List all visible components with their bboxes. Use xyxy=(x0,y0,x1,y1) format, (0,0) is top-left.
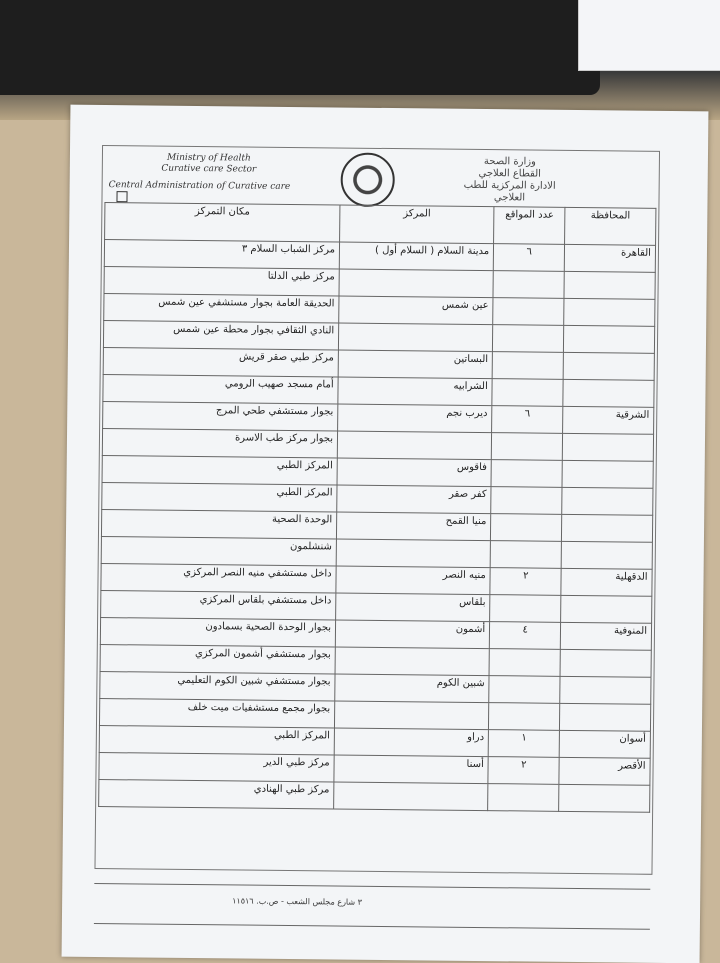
cell-count xyxy=(488,784,559,812)
cell-location: داخل مستشفي بلقاس المركزي xyxy=(101,591,336,620)
cell-center xyxy=(336,539,490,568)
cell-count xyxy=(490,595,561,623)
cell-count: ٤ xyxy=(490,622,561,650)
cell-location: مركز طبي الدلتا xyxy=(104,267,339,296)
table-row xyxy=(99,780,650,813)
cell-count xyxy=(491,487,562,515)
cell-center: مدينة السلام ( السلام أول ) xyxy=(339,242,493,271)
header-en-line3: Central Administration of Curative care xyxy=(108,180,291,192)
cell-center: الشرابيه xyxy=(338,377,492,406)
cell-center: عين شمس xyxy=(339,296,493,325)
cell-center xyxy=(337,431,491,460)
document-frame xyxy=(94,145,660,875)
cell-center xyxy=(334,782,488,811)
cell-governorate xyxy=(561,541,652,569)
cell-governorate: الشرقية xyxy=(563,406,654,434)
cell-center: أسنا xyxy=(334,755,488,784)
keyboard xyxy=(0,0,600,95)
cell-count xyxy=(493,298,564,326)
checkbox-icon xyxy=(116,191,127,202)
footer-divider-top xyxy=(94,883,650,890)
cell-count xyxy=(493,325,564,353)
cell-governorate xyxy=(560,703,651,731)
cell-center: كفر صقر xyxy=(337,485,491,514)
cell-governorate xyxy=(562,487,653,515)
header-ar-line2: القطاع العلاجي xyxy=(478,167,542,180)
header-en-line2: Curative care Sector xyxy=(161,163,257,175)
cell-governorate xyxy=(562,460,653,488)
cell-location: بجوار مجمع مستشفيات ميت خلف xyxy=(99,699,334,728)
cell-location: مركز الشباب السلام ٣ xyxy=(104,240,339,269)
column-header-count: عدد المواقع xyxy=(494,207,565,245)
cell-count xyxy=(492,352,563,380)
table-header-row xyxy=(105,203,656,246)
header-english xyxy=(108,152,309,205)
cell-count xyxy=(491,460,562,488)
cell-count xyxy=(489,676,560,704)
footer-address: ٣ شارع مجلس الشعب - ص.ب. ١١٥١٦ xyxy=(232,896,363,907)
cell-governorate xyxy=(564,271,655,299)
cell-governorate: الدقهلية xyxy=(561,568,652,596)
cell-governorate: أسوان xyxy=(559,730,650,758)
cell-governorate xyxy=(560,649,651,677)
cell-center: منيا القمح xyxy=(337,512,491,541)
cell-count xyxy=(489,703,560,731)
column-header-location: مكان التمركز xyxy=(105,203,340,242)
cell-count: ١ xyxy=(488,730,559,758)
cell-location: أمام مسجد صهيب الرومي xyxy=(103,375,338,404)
column-header-governorate: المحافظة xyxy=(565,207,656,245)
header-en-line1: Ministry of Health xyxy=(167,152,251,164)
ministry-seal-icon xyxy=(340,153,395,208)
cell-governorate xyxy=(564,298,655,326)
cell-location: بجوار مستشفي طحي المرج xyxy=(103,402,338,431)
cell-location: المركز الطبي xyxy=(102,483,337,512)
cell-count xyxy=(493,271,564,299)
cell-center: دراو xyxy=(334,728,488,757)
cell-governorate xyxy=(559,784,650,812)
cell-location: بجوار مستشفي أشمون المركزي xyxy=(100,645,335,674)
cell-location: الوحدة الصحية xyxy=(101,510,336,539)
cell-location: النادي الثقافي بجوار محطة عين شمس xyxy=(103,321,338,350)
cell-center: البساتين xyxy=(338,350,492,379)
cell-count xyxy=(492,379,563,407)
cell-center xyxy=(339,323,493,352)
cell-location: مركز طبي صقر قريش xyxy=(103,348,338,377)
cell-governorate xyxy=(564,325,655,353)
header-ar-line3: الادارة المركزية للطب xyxy=(463,179,556,192)
cell-governorate xyxy=(563,379,654,407)
cell-count: ٦ xyxy=(493,244,564,272)
cell-governorate: الأقصر xyxy=(559,757,650,785)
cell-governorate xyxy=(561,595,652,623)
header-ar-line4: العلاجي xyxy=(493,192,526,204)
cell-governorate xyxy=(562,514,653,542)
cell-center: منيه النصر xyxy=(336,566,490,595)
cell-center: فاقوس xyxy=(337,458,491,487)
cell-center: أشمون xyxy=(335,620,489,649)
cell-governorate: المنوفية xyxy=(561,622,652,650)
cell-center xyxy=(339,269,493,298)
cell-center xyxy=(335,701,489,730)
footer-divider-bottom xyxy=(94,923,650,930)
cell-location: مركز طبي الدير xyxy=(99,753,334,782)
cell-location: المركز الطبي xyxy=(99,726,334,755)
cell-location: بجوار مستشفي شبين الكوم التعليمي xyxy=(100,672,335,701)
column-header-center: المركز xyxy=(340,205,495,244)
cell-location: بجوار الوحدة الصحية بسمادون xyxy=(100,618,335,647)
cell-location: شنشلمون xyxy=(101,537,336,566)
cell-location: بجوار مركز طب الاسرة xyxy=(102,429,337,458)
cell-center xyxy=(335,647,489,676)
cell-governorate: القاهرة xyxy=(565,244,656,272)
header-ar-line1: وزارة الصحة xyxy=(483,156,536,168)
cell-location: مركز طبي الهنادي xyxy=(99,780,334,809)
cell-location: المركز الطبي xyxy=(102,456,337,485)
header-arabic xyxy=(434,156,584,206)
cell-count xyxy=(491,514,562,542)
table-body xyxy=(99,240,656,813)
cell-count: ٦ xyxy=(492,406,563,434)
document-page xyxy=(62,105,709,963)
cell-count xyxy=(492,433,563,461)
cell-governorate xyxy=(560,676,651,704)
locations-table xyxy=(98,202,656,813)
cell-count xyxy=(490,541,561,569)
cell-center: شبين الكوم xyxy=(335,674,489,703)
cell-center: ديرب نجم xyxy=(338,404,492,433)
cell-count: ٢ xyxy=(490,568,561,596)
cell-count: ٢ xyxy=(488,757,559,785)
cell-count xyxy=(489,649,560,677)
side-paper-sheet xyxy=(578,0,720,71)
cell-location: الحديقة العامة بجوار مستشفي عين شمس xyxy=(104,294,339,323)
cell-governorate xyxy=(563,433,654,461)
cell-location: داخل مستشفي منيه النصر المركزي xyxy=(101,564,336,593)
cell-center: بلقاس xyxy=(336,593,490,622)
cell-governorate xyxy=(563,352,654,380)
